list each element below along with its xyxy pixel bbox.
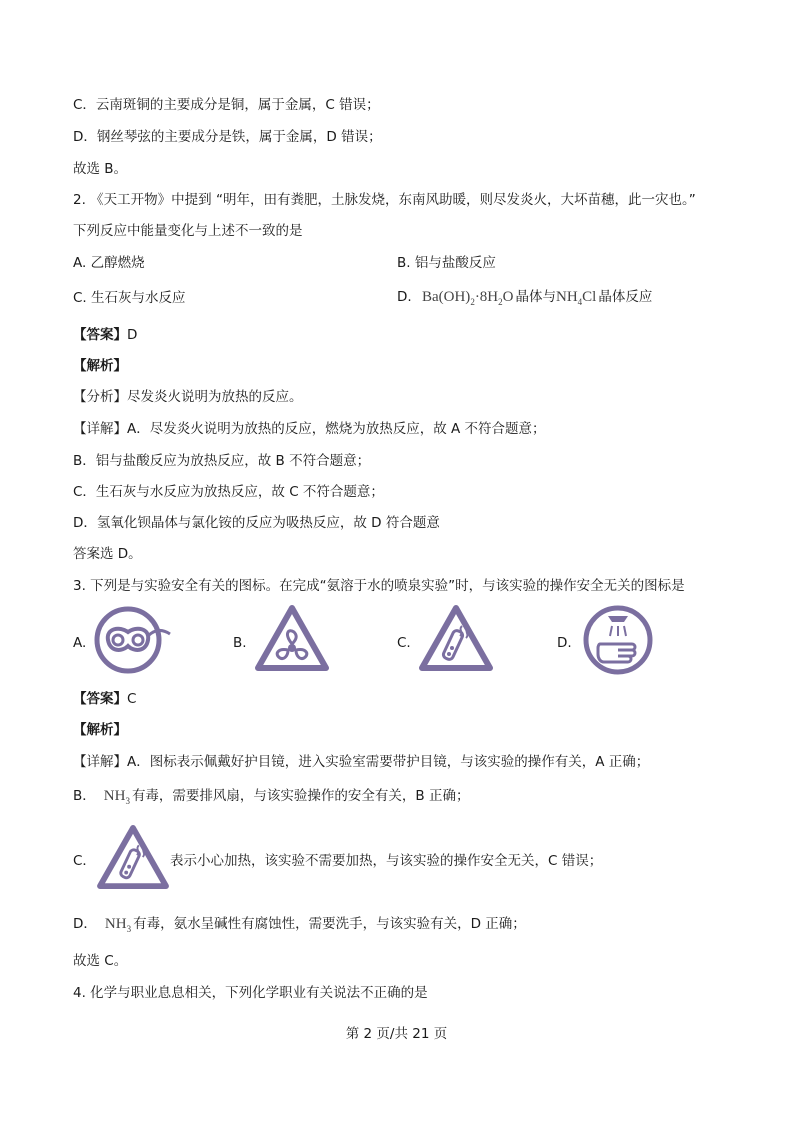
page-number: 第 2 页/共 21 页 — [345, 1026, 448, 1042]
formula-nh4cl: $NH_4Cl$ — [555, 289, 597, 307]
question-2-stem: 2. 《天工开物》中提到 “明年，田有粪肥，土脉发烧，东南风助暖，则尽发炎火，大坏苗穗，此一灾也。” — [73, 192, 696, 208]
heating-caution-icon — [418, 604, 494, 672]
q2-option-d — [397, 287, 652, 312]
q2-option-c: C. 生石灰与水反应 — [73, 290, 186, 306]
q2-analysis-heading: 【解析】 — [73, 358, 127, 374]
hand-wash-icon — [582, 604, 654, 676]
q2-detail-d: D．氢氧化钡晶体与氯化铵的反应为吸热反应，故 D 符合题意 — [73, 515, 440, 531]
q3-detail-c-prefix: C． — [73, 853, 96, 869]
q3-final: 故选 C。 — [73, 953, 128, 969]
q3-detail-d: D． $NH_3$ 有毒，氨水呈碱性有腐蚀性，需要洗手，与该实验有关，D 正确； — [73, 916, 526, 934]
q2-xiangjie: 【详解】A．尽发炎火说明为放热的反应，燃烧为放热反应，故 A 不符合题意； — [73, 421, 546, 437]
q3-option-a-label: A. — [73, 635, 87, 651]
q3-detail-b: B． $NH_3$ 有毒，需要排风扇，与该实验操作的安全有关，B 正确； — [73, 788, 470, 806]
q2-detail-b: B．铝与盐酸反应为放热反应，故 B 不符合题意； — [73, 453, 371, 469]
q2-answer: 【答案】D — [73, 327, 138, 343]
formula-nh3: $NH_3$ — [103, 788, 130, 806]
q2-detail-c: C．生石灰与水反应为放热反应，故 C 不符合题意； — [73, 484, 384, 500]
q3-answer: 【答案】C — [73, 691, 137, 707]
question-2-stem-cont: 下列反应中能量变化与上述不一致的是 — [73, 223, 303, 239]
q2-option-a: A. 乙醇燃烧 — [73, 255, 145, 271]
option-d-mid: 晶体与 — [515, 289, 556, 305]
question-4-stem: 4. 化学与职业息息相关，下列化学职业有关说法不正确的是 — [73, 985, 428, 1001]
q2-final: 答案选 D。 — [73, 546, 142, 562]
q3-analysis-heading: 【解析】 — [73, 722, 127, 738]
q2-option-b: B. 铝与盐酸反应 — [397, 255, 496, 271]
q3-option-c-label: C. — [397, 635, 411, 651]
text-line: C．云南斑铜的主要成分是铜，属于金属，C 错误； — [73, 97, 380, 113]
question-3-stem: 3. 下列是与实验安全有关的图标。在完成“氨溶于水的喷泉实验”时，与该实验的操作安全无关的图标是 — [73, 578, 685, 594]
q3-detail-c: 表示小心加热，该实验不需要加热，与该实验的操作安全无关，C 错误； — [170, 853, 603, 869]
option-d-prefix: D. — [397, 289, 412, 305]
exhaust-fan-icon — [254, 604, 330, 672]
formula-nh3: $NH_3$ — [104, 916, 132, 934]
goggles-icon — [94, 606, 174, 674]
text-line: 故选 B。 — [73, 161, 128, 177]
q2-fenxi: 【分析】尽发炎火说明为放热的反应。 — [73, 389, 303, 405]
q3-option-b-label: B. — [233, 635, 247, 651]
option-d-end: 晶体反应 — [598, 289, 653, 305]
heating-caution-icon — [96, 824, 170, 890]
q3-option-d-label: D. — [557, 635, 572, 651]
text-line: D．钢丝琴弦的主要成分是铁，属于金属，D 错误； — [73, 129, 382, 145]
formula-baoh2: $Ba(OH)_2\cdot 8H_2O$ — [421, 289, 514, 307]
q3-xiangjie: 【详解】A．图标表示佩戴好护目镜，进入实验室需要带护目镜，与该实验的操作有关，A 正确； — [73, 754, 650, 770]
